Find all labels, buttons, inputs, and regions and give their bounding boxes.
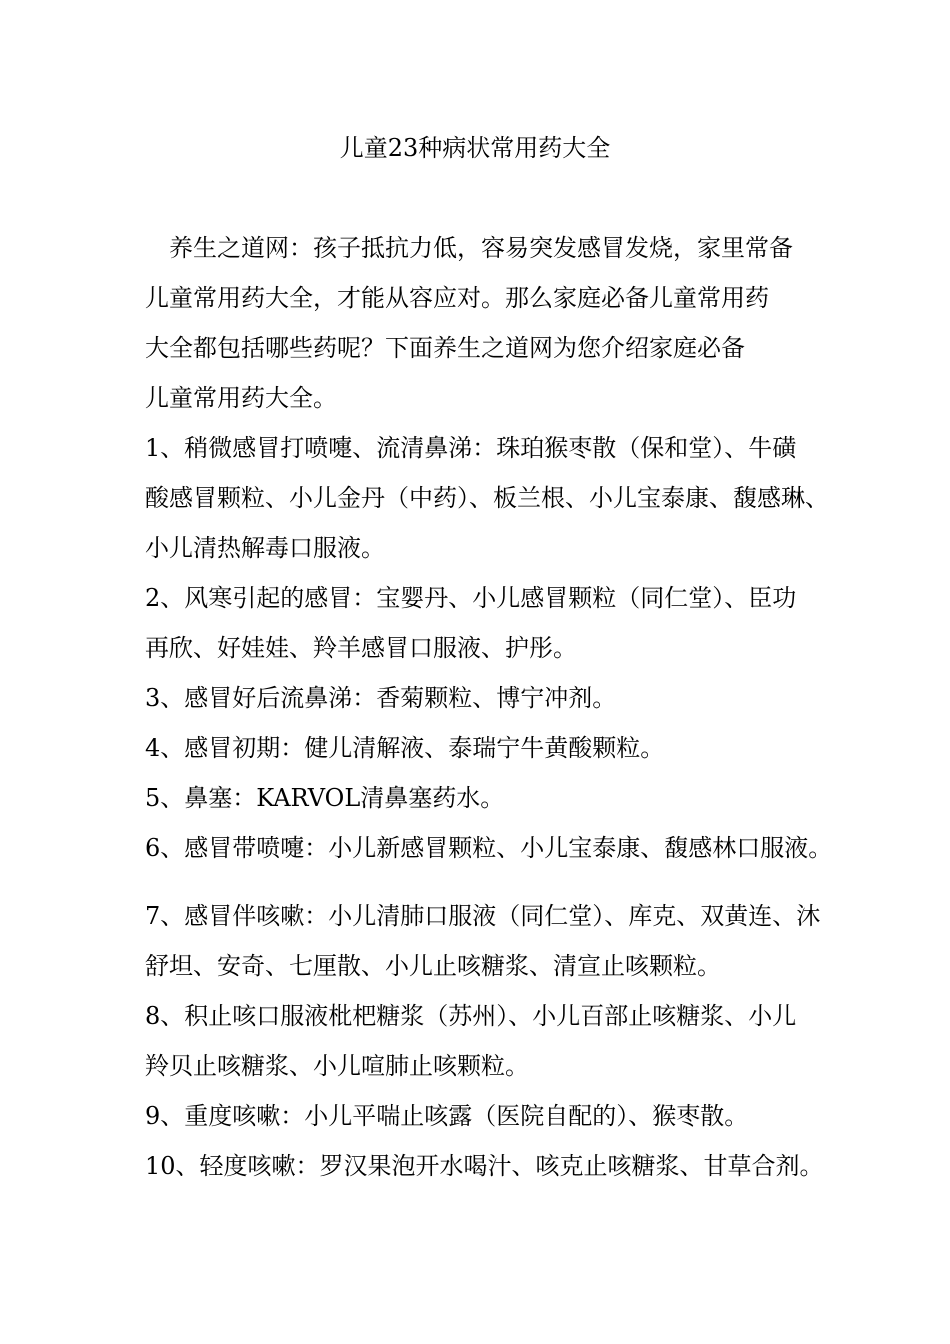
document-title: 儿童23种病状常用药大全 bbox=[339, 134, 611, 162]
list-item-line: 舒坦、安奇、七厘散、小儿止咳糖浆、清宣止咳颗粒。 bbox=[145, 952, 721, 980]
list-item-line: 再欣、好娃娃、羚羊感冒口服液、护彤。 bbox=[145, 634, 577, 662]
document-body bbox=[145, 223, 845, 1191]
list-item-line: 7、感冒伴咳嗽：小儿清肺口服液（同仁堂）、库克、双黄连、沐 bbox=[145, 902, 821, 930]
list-item-line: 2、风寒引起的感冒：宝婴丹、小儿感冒颗粒（同仁堂）、臣功 bbox=[145, 584, 797, 612]
intro-line: 儿童常用药大全。 bbox=[145, 384, 337, 412]
intro-line: 养生之道网：孩子抵抗力低，容易突发感冒发烧，家里常备 bbox=[169, 234, 793, 262]
list-item-line: 6、感冒带喷嚏：小儿新感冒颗粒、小儿宝泰康、馥感林口服液。 bbox=[145, 834, 833, 862]
paragraph-gap bbox=[145, 873, 845, 891]
list-item-line: 8、积止咳口服液枇杷糖浆（苏州）、小儿百部止咳糖浆、小儿 bbox=[145, 1002, 797, 1030]
list-item-line: 10、轻度咳嗽：罗汉果泡开水喝汁、咳克止咳糖浆、甘草合剂。 bbox=[145, 1152, 824, 1180]
list-item-line: 5、鼻塞：KARVOL清鼻塞药水。 bbox=[145, 784, 505, 812]
list-item-line: 羚贝止咳糖浆、小儿喧肺止咳颗粒。 bbox=[145, 1052, 529, 1080]
list-item-line: 3、感冒好后流鼻涕：香菊颗粒、博宁冲剂。 bbox=[145, 684, 617, 712]
list-item-line: 9、重度咳嗽：小儿平喘止咳露（医院自配的）、猴枣散。 bbox=[145, 1102, 749, 1130]
intro-line: 大全都包括哪些药呢？下面养生之道网为您介绍家庭必备 bbox=[145, 334, 745, 362]
list-item-line: 4、感冒初期：健儿清解液、泰瑞宁牛黄酸颗粒。 bbox=[145, 734, 665, 762]
list-item-line: 酸感冒颗粒、小儿金丹（中药）、板兰根、小儿宝泰康、馥感琳、 bbox=[145, 484, 829, 512]
list-item-line: 小儿清热解毒口服液。 bbox=[145, 534, 385, 562]
intro-line: 儿童常用药大全，才能从容应对。那么家庭必备儿童常用药 bbox=[145, 284, 769, 312]
list-item-line: 1、稍微感冒打喷嚏、流清鼻涕：珠珀猴枣散（保和堂）、牛磺 bbox=[145, 434, 797, 462]
